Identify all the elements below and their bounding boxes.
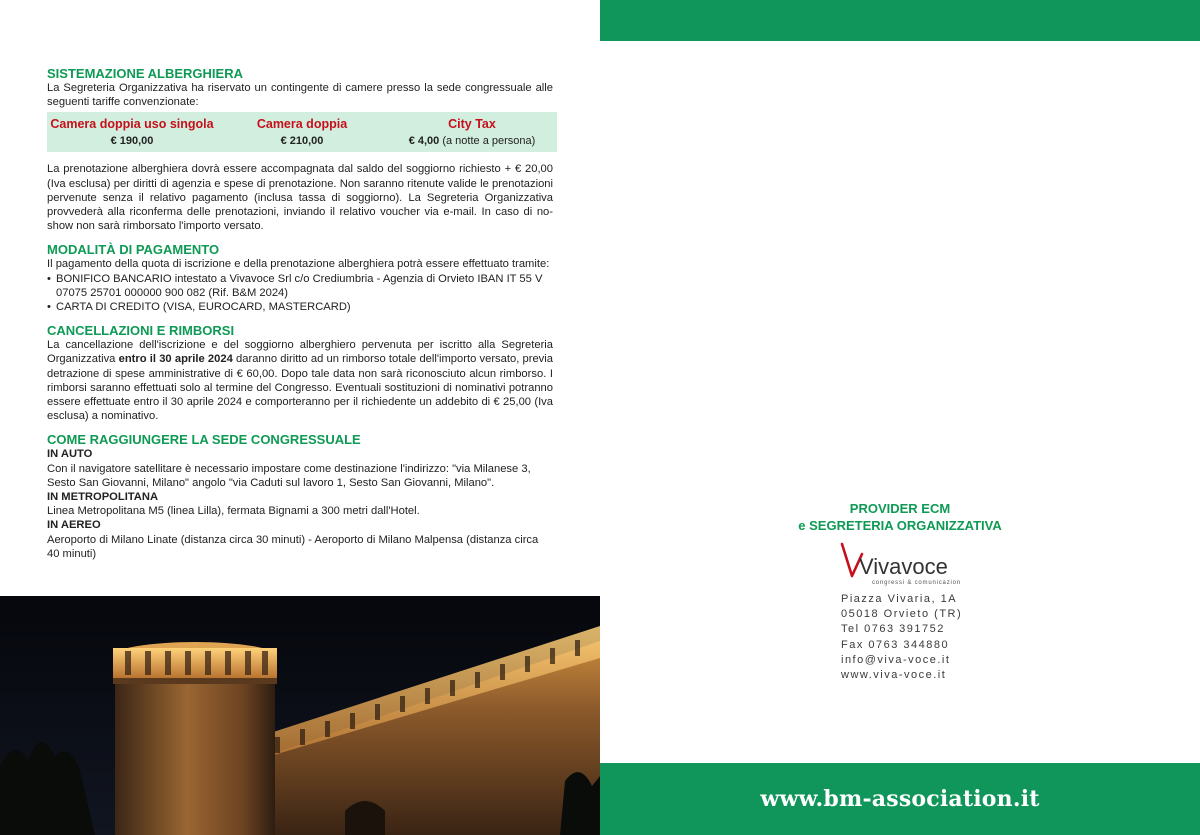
car-text: Con il navigatore satellitare è necessario impostare come destinazione l'indirizzo: "via Milanese 3, Sesto San Giovanni, Milano" angolo "via Caduti sul lavoro 1, Sesto San Giovanni, Milano". <box>47 462 531 489</box>
hotel-intro: La Segreteria Organizzativa ha riservato un contingente di camere presso la sede congressuale alle seguenti tariffe convenzionate: <box>47 82 553 109</box>
metro-text: Linea Metropolitana M5 (linea Lilla), fermata Bignami a 300 metri dall'Hotel. <box>47 505 420 518</box>
bottom-green-bar <box>600 763 1200 835</box>
contact-web[interactable]: www.viva-voce.it <box>841 669 947 682</box>
hotel-title: SISTEMAZIONE ALBERGHIERA <box>47 66 243 81</box>
payment-section <box>47 242 553 314</box>
payment-list <box>47 272 553 315</box>
rates-table <box>47 112 557 152</box>
logo-name: Vivavoce <box>859 554 948 579</box>
vivavoce-logo <box>840 540 960 588</box>
payment-card-item: • CARTA DI CREDITO (VISA, EUROCARD, MASTERCARD) <box>47 300 553 314</box>
contact-tel: Tel 0763 391752 <box>841 623 945 636</box>
rate-price: € 190,00 <box>110 135 154 148</box>
contact-address: Piazza Vivaria, 1A <box>841 593 958 605</box>
payment-intro: Il pagamento della quota di iscrizione e della prenotazione alberghiera potrà essere effettuato tramite: <box>47 258 550 271</box>
rate-note: (a notte a persona) <box>439 135 536 148</box>
castle-illustration <box>0 596 600 835</box>
rate-price: € 4,00 <box>408 135 440 148</box>
metro-label: IN METROPOLITANA <box>47 491 159 504</box>
provider-line2: e SEGRETERIA ORGANIZZATIVA <box>798 518 1002 533</box>
plane-label: IN AEREO <box>47 519 101 532</box>
car-label: IN AUTO <box>47 448 93 461</box>
rate-single <box>47 112 217 152</box>
plane-text: Aeroporto di Milano Linate (distanza circa 30 minuti) - Aeroporto di Milano Malpensa (distanza circa 40 minuti) <box>47 533 539 560</box>
directions-section <box>47 432 553 561</box>
cancel-section <box>47 323 553 423</box>
cancel-deadline: entro il 30 aprile 2024 <box>118 353 233 366</box>
logo-tagline: congressi & comunicazione <box>872 580 960 586</box>
castle-photo <box>0 596 600 835</box>
hotel-section <box>47 66 553 233</box>
website-link[interactable]: www.bm-association.it <box>760 786 1040 812</box>
left-panel <box>47 66 553 570</box>
rate-price: € 210,00 <box>280 135 324 148</box>
cancel-text: La cancellazione dell'iscrizione e del soggiorno alberghiero pervenuta per iscritto alla Segreteria Organizzativa entro il 30 aprile 2024 daranno diritto ad un rimborso totale dell'importo versato, previa detrazione di spese amministrative di € 60,00. Dopo tale data non sarà riconosciuto alcun rimborso. I rimborsi saranno effettuati solo al termine del Congresso. Eventuali sostituzioni di nominativi potranno essere effettuate entro il 30 aprile 2024 e comporteranno per il richiedente un addebito di € 25,00 (Iva esclusa) a nominativo. <box>47 339 553 423</box>
provider-line1: PROVIDER ECM <box>849 501 951 516</box>
contact-city: 05018 Orvieto (TR) <box>841 608 963 621</box>
rate-name: Camera doppia <box>256 117 348 132</box>
cancel-title: CANCELLAZIONI E RIMBORSI <box>47 323 235 339</box>
top-green-bar <box>600 0 1200 41</box>
directions-title: COME RAGGIUNGERE LA SEDE CONGRESSUALE <box>47 432 361 448</box>
payment-bank-item: • BONIFICO BANCARIO intestato a Vivavoce Srl c/o Crediumbria - Agenzia di Orvieto IBAN IT 55 V 07075 25701 000000 900 082 (Rif. B&M 2024) <box>47 272 553 300</box>
rate-name: Camera doppia uso singola <box>50 117 214 132</box>
rate-city-tax <box>387 112 557 152</box>
contact-block <box>841 592 962 683</box>
provider-block <box>750 500 1050 534</box>
payment-title: MODALITÀ DI PAGAMENTO <box>47 242 220 258</box>
contact-email[interactable]: info@viva-voce.it <box>841 653 951 666</box>
hotel-details: La prenotazione alberghiera dovrà essere accompagnata dal saldo del soggiorno richiesto + € 20,00 (Iva esclusa) per diritti di agenzia e spese di prenotazione. Non saranno ritenute valide le prenotazioni pervenute senza il relativo pagamento (inclusa tassa di soggiorno). La Segreteria Organizzativa provvederà alla riconferma delle prenotazioni, inviando il relativo voucher via e-mail. In caso di no-show non sarà rimborsato l'importo versato. <box>47 163 553 233</box>
contact-fax: Fax 0763 344880 <box>841 638 950 651</box>
rate-name: City Tax <box>448 117 496 132</box>
rate-double <box>217 112 387 152</box>
